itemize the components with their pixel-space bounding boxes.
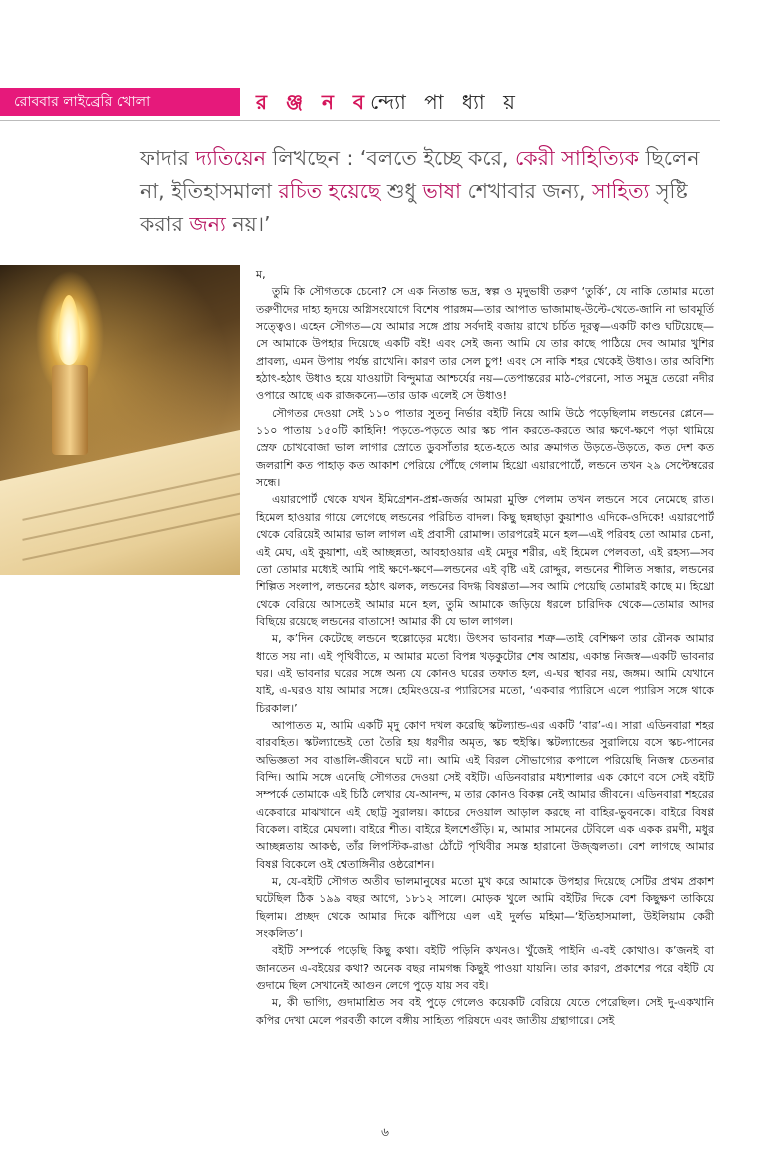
author-last-initial: ব (352, 90, 371, 114)
pullquote-highlight: রচিত হয়েছে (278, 179, 381, 203)
body-paragraph: তুমি কি সৌগতকে চেনো? সে এক নিতান্ত ভদ্র, স্বল্প ও মৃদুভাষী তরুণ ‘তুর্কি’, যে নাকি তোমার মতো তরুণীদের দাহ্য হৃদয়ে অগ্নিসংযোগে বিশেষ পারঙ্গম—তার আপাত ভাজামাছ-উল্টে-খেতে-জানি না ভাবমূর্তি সত্ত্বেও। এহেন সৌগত—যে আমার সঙ্গে প্রায় সর্বদাই বজায় রাখে চর্চিত দূরত্ব—একটি কাণ্ড ঘটিয়েছে—সে আমাকে উপহার দিয়েছে একটি বই! এবং সেই জন্য আমি যে তার কাছে পাঠিয়ে দেব আমার খুশির প্রাবল্য, এমন উপায় পর্যন্ত রাখেনি। কারণ তার সেল চুপ! এবং সে নাকি শহর থেকেই উধাও। তার অবিশ্যি হঠাৎ-হঠাৎ উধাও হয়ে যাওয়াটা বিন্দুমাত্র আশ্চর্যের নয়—তেপান্তরের মাঠ-পেরনো, সাত সমুদ্র তেরো নদীর ওপারে আছে এক রাজকন্যে—তার ডাক এলেই সে উধাও! (256, 285, 714, 403)
pullquote-text: শেখাবার জন্য, (460, 179, 593, 203)
body-paragraph: বইটি সম্পর্কে পড়েছি কিছু কথা। বইটি পড়িনি কখনও। খুঁজেই পাইনি এ-বই কোথাও। ক’জনই বা জানতেন এ-বইয়ের কথা? অনেক বছর নামগন্ধ কিছুই পাওয়া যায়নি। তার কারণ, প্রকাশের পরে বইটি যে গুদামে ছিল সেখানেই আগুন লেগে পুড়ে যায় সব বই। (256, 944, 714, 993)
body-paragraph: ম, ক’দিন কেটেছে লন্ডনে হুল্লোড়ের মধ্যে। উৎসব ভাবনার শত্রু—তাই বেশিক্ষণ তার রৌনক আমার ধাতে সয় না। এই পৃথিবীতে, ম আমার মতো বিপন্ন খড়কুটোর শেষ আশ্রয়, একান্ত নিজস্ব—একটি ভাবনার ঘর। এই ভাবনার ঘরের সঙ্গে অন্য যে কোনও ঘরের তফাত হল, এ-ঘর স্থাবর নয়, জঙ্গম। আমি যেখানে যাই, এ-ঘরও যায় আমার সঙ্গে। হেমিংওয়ে-র প্যারিসের মতো, ‘একবার প্যারিসে এলে প্যারিস সঙ্গে থাকে চিরকাল।’ (256, 632, 714, 715)
pullquote-text: নয়।’ (225, 212, 271, 236)
pullquote-text: লিখছেন : ‘বলতে ইচ্ছে করে, (265, 146, 515, 170)
salutation: ম, (256, 268, 266, 281)
body-paragraph: আপাতত ম, আমি একটি মৃদু কোণ দখল করেছি স্কটল্যান্ড-এর একটি ‘বার’-এ। সারা এডিনবারা শহর বারবহিত। স্কটল্যান্ডেই তো তৈরি হয় ধরণীর অমৃত, স্কচ হুইস্কি। স্কটল্যান্ডের সুরালিয়ে বসে স্কচ-পানের অভিজ্ঞতা সব বাঙালি-জীবনে ঘটে না। আমি এই বিরল সৌভাগ্যের কপালে পরিয়েছি নিজস্ব চেতনার বিন্দি। আমি সঙ্গে এনেছি সৌগতর দেওয়া সেই বইটি। এডিনবারার মধ্যশালার এক কোণে বসে সেই বইটি সম্পর্কে তোমাকে এই চিঠি লেখার যে-আনন্দ, ম তার কোনও বিকল্প নেই আমার জীবনে। এডিনবারা শহরের একেবারে মাঝখানে এই ছোট্ট সুরালয়। কাচের দেওয়াল আড়াল করছে না বাহির-ভুবনকে। বাইরে বিষণ্ণ বিকেল। বাইরে মেঘলা। বাইরে শীত। বাইরে ইলশেগুঁড়ি। ম, আমার সামনের টেবিলে এক একক রমণী, মধুর আচ্ছন্নতায় আকণ্ঠ, তাঁর লিপস্টিক-রাঙা ঠোঁটে পৃথিবীর সমস্ত হারানো উজ্জ্বলতা। বেশ লাগছে আমার বিষণ্ণ বিকেলে ওই শ্বেতাঙ্গিনীর ওষ্ঠরোশন। (256, 718, 714, 871)
body-paragraph: ম, যে-বইটি সৌগত অতীব ভালমানুষের মতো মুখ করে আমাকে উপহার দিয়েছে সেটির প্রথম প্রকাশ ঘটেছিল ঠিক ১৯৯ বছর আগে, ১৮১২ সালে। মোড়ক খুলে আমি বইটির দিকে বেশ কিছুক্ষণ তাকিয়ে ছিলাম। প্রচ্ছদ থেকে আমার দিকে ঝাঁপিয়ে এল এই দুর্লভ মহিমা—‘ইতিহাসমালা, উইলিয়াম কেরী সংকলিত’। (256, 875, 714, 941)
pullquote-highlight: কেরী সাহিত্যিক (514, 146, 639, 170)
candle-shape (52, 365, 88, 455)
pullquote-highlight: দ্যতিয়েন (195, 146, 266, 170)
pull-quote (140, 142, 720, 241)
pullquote-highlight: সাহিত্য (592, 179, 650, 203)
candle-book-photo (0, 265, 240, 575)
pullquote-text: ফাদার (140, 146, 196, 170)
body-paragraph: এয়ারপোর্ট থেকে যখন ইমিগ্রেশন-প্রশ্ন-জর্জর আমরা মুক্তি পেলাম তখন লন্ডনে সবে নেমেছে রাত। হিমেল হাওয়ার গায়ে লেগেছে লন্ডনের পরিচিত বাদল। কিছু ছন্নছাড়া কুয়াশাও এদিকে-ওদিকে! এয়ারপোর্ট থেকে বেরিয়েই আমার ভাল লাগল এই প্রবাসী রোমান্স। তারপরেই মনে হল—এই পরিবহ তো আমার চেনা, এই মেঘ, এই কুয়াশা, এই আচ্ছন্নতা, আবহাওয়ার এই মেদুর শরীর, এই হিমেল পেলবতা, এই রহস্য—সব তো তোমার মধ্যেই আমি পাই ক্ষণে-ক্ষণে—লন্ডনের এই বৃষ্টি এই রোদ্দুর, লন্ডনের শীলিত সন্ধার, লন্ডনের শিল্পিত সংলাপ, লন্ডনের হঠাৎ ঝলক, লন্ডনের বিদগ্ধ বিষণ্ণতা—সব আমি পেয়েছি তোমারই কাছে ম। হিথ্রো থেকে বেরিয়ে আসতেই আমার মনে হল, তুমি আমাকে জড়িয়ে ধরলে চারিদিক থেকে—তোমার আদর বিছিয়ে রয়েছে লন্ডনের বাতাসে! আমার কী যে ভাল লাগল। (256, 493, 714, 628)
page-number: ৬ (381, 1125, 389, 1139)
pullquote-highlight: জন্য (189, 212, 226, 236)
pullquote-text: সৃষ্টি করার (140, 179, 688, 236)
section-label: রোববার লাইব্রেরি খোলা (14, 94, 151, 110)
author-last-rest: ন্দ্যো পা ধ্যা য় (370, 90, 521, 114)
header-divider (0, 120, 720, 121)
author-byline (256, 86, 521, 118)
body-paragraph: সৌগতর দেওয়া সেই ১১০ পাতার সুতনু নির্ভার বইটি নিয়ে আমি উঠে পড়েছিলাম লন্ডনের প্লেনে—১১০ পাতায় ১৫০টি কাহিনি! পড়তে-পড়তে আর স্কচ পান করতে-করতে আর ক্ষণে-ক্ষণে পড়া থামিয়ে স্রেফ চোখবোজা ভাল লাগার স্রোতে ডুবসাঁতার হতে-হতে আর ক্রমাগত উড়তে-উড়তে, কত দেশ কত জলরাশি কত পাহাড় কত আকাশ পেরিয়ে পৌঁছে গেলাম হিথ্রো এয়ারপোর্টে, লন্ডনে তখন ২৯ সেপ্টেম্বরের সন্ধে। (256, 406, 714, 490)
author-first-name: র ঞ্জ ন (256, 90, 340, 114)
section-label-bar (0, 88, 240, 116)
pullquote-highlight: ভাষা (422, 179, 461, 203)
pullquote-text: ছিলেন না, ইতিহাসমালা (140, 146, 700, 203)
letter-body (256, 266, 714, 1029)
pullquote-text: শুধু (380, 179, 423, 203)
candle-flame-icon (58, 295, 80, 365)
body-paragraph: ম, কী ভাগ্যি, গুদামাশ্রিত সব বই পুড়ে গেলেও কয়েকটি বেরিয়ে যেতে পেরেছিল। সেই দু-একখানি কপির দেখা মেলে পরবর্তী কালে বঙ্গীয় সাহিত্য পরিষদে এবং জাতীয় গ্রন্থাগারে। সেই (256, 996, 714, 1027)
